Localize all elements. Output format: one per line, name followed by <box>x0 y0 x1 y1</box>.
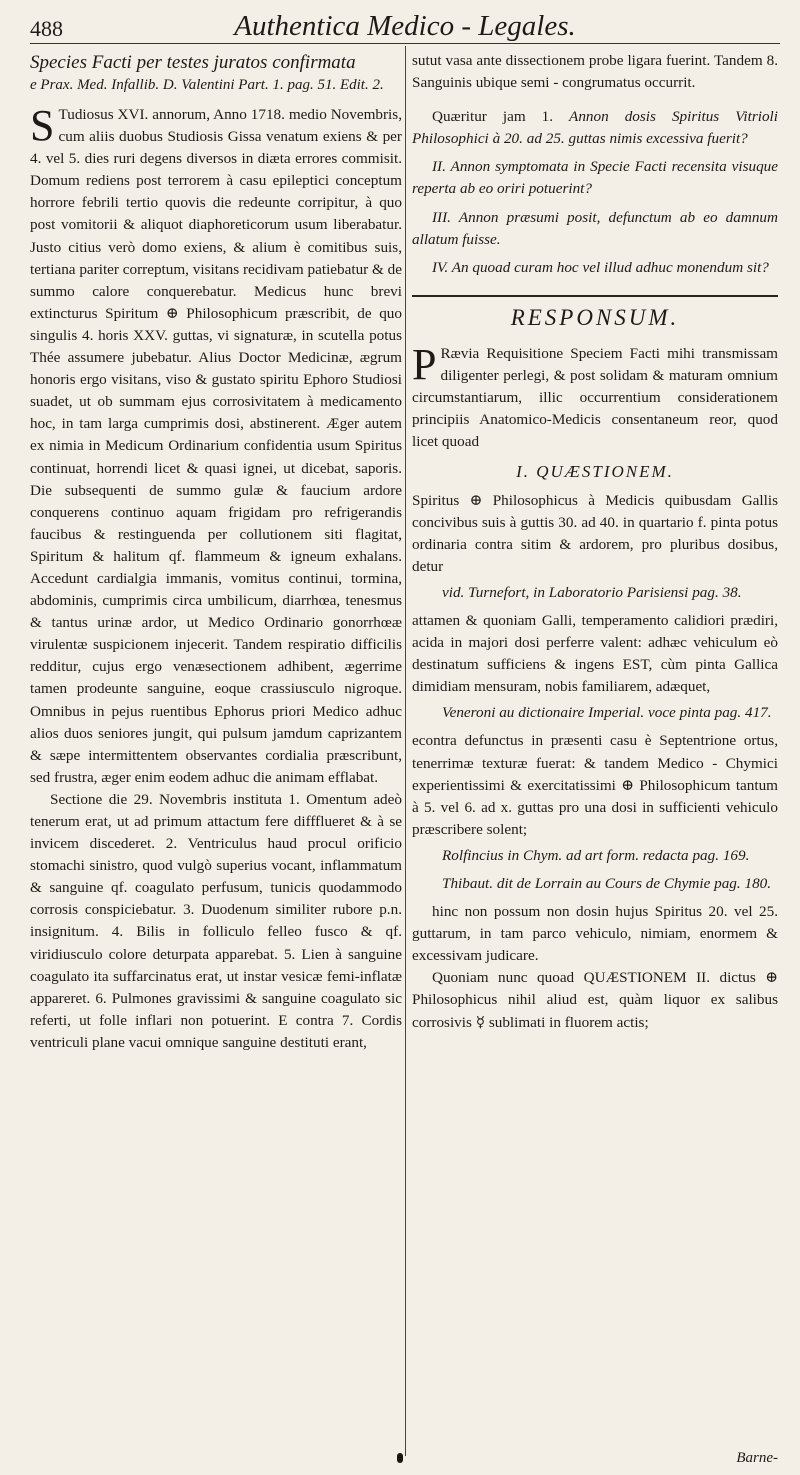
left-column <box>30 50 402 1054</box>
question-1: Annon dosis Spiritus Vitrioli Philosophici à 20. ad 25. guttas nimis excessiva fuerit? <box>412 108 778 148</box>
page-number: 488 <box>30 16 63 41</box>
question-4: IV. An quoad curam hoc vel illud adhuc monendum sit? <box>432 258 769 276</box>
right-column <box>412 50 778 1034</box>
reference-rolfincius: Rolfincius in Chym. ad art form. redacta pag. 169. <box>442 846 750 864</box>
question-2: II. Annon symptomata in Specie Facti recensita visuque reperta ab eo oriri potuerint? <box>412 158 778 198</box>
question-3: III. Annon præsumi posit, defunctum ab eo damnum allatum fuisse. <box>412 208 778 248</box>
dosage-paragraph: Spiritus ⊕ Philosophicus à Medicis quibusdam Gallis concivibus suis à guttis 30. ad 40. in quartario f. pinta potus ordinaria contra sitim & ardorem, pro pluribus dosibus, detur <box>412 491 778 575</box>
defunctus-paragraph: econtra defunctus in præsenti casu è Septentrione ortus, tenerrimæ texturæ fuerat: & tandem Medico - Chymici experientissimi & exercitatissimi ⊕ Philosophicum tantum à 5. vel 6. ad x. guttas pro una dosi in sufficienti vehiculo præscribere solent; <box>412 732 778 838</box>
responsum-heading: RESPONSUM. <box>510 304 680 330</box>
case-narrative <box>30 101 402 789</box>
quaestio-2-paragraph: Quoniam nunc quoad QUÆSTIONEM II. dictus ⊕ Philosophicus nihil aliud est, quàm liquor ex salibus corrosivis ☿ sublimati in fluorem actis; <box>412 969 778 1031</box>
species-facti-heading: Species Facti per testes juratos confirmata <box>30 52 356 73</box>
quaestio-1-heading: I. QUÆSTIONEM. <box>516 462 674 482</box>
judgement-paragraph: hinc non possum non dosin hujus Spiritus 20. vel 25. guttarum, in tam parco vehiculo, nimiam, enormem & excessivam judicare. <box>412 903 778 965</box>
reference-veneroni: Veneroni au dictionaire Imperial. voce pinta pag. 417. <box>442 704 772 722</box>
ink-smudge <box>397 1453 403 1463</box>
section-rule <box>412 295 778 297</box>
running-head <box>30 8 780 42</box>
reference-tournefort: vid. Turnefort, in Laboratorio Parisiensi pag. 38. <box>442 583 742 601</box>
case-narrative-text: Tudiosus XVI. annorum, Anno 1718. medio Novembris, cum aliis duobus Studiosis Gissa venatum exiens & per 4. vel 5. dies ruri degens diversos in diæta errores commisit. Domum rediens post terrorem à casu epileptici conceptum horrore febrili tertio quovis die redeunte corripitur, à quo post vomitorii & aliquot diaphoreticorum usum liberabatur. Justo citius verò domo exiens, & alium è comitibus suis, tertiana pariter correptum, visitans recidivam patiebatur & de summo calore conquerebatur. Medicus hunc brevi extincturus Spiritum ⊕ Philosophicum præscribit, de quo singulis 4. horis XXV. guttas, vi signaturæ, in scutella potus Thée assumere jubebatur. Alius Doctor Medicinæ, ægrum honoris ergo visitans, viso & gustato spiritu Ephoro Studiosi suadet, ut ob summam ejus corrosivitatem à medicamento hoc, in tam larga cumprimis dosi, abstinerent. Æger autem ex nimia in Medicum Ordinarium confidentia usum Spiritus continuat, horrendi licet & quasi ignei, ut dicebat, saporis. Die subsequenti de summo gulæ & faucium ardore conquerens continuo aquam frigidam pro refrigerandis faucibus & restinguenda per collutionem siti flagitat, Spiritum & halitum qf. flammeum & igneum exhalans. Accedunt cardialgia immanis, vomitus continui, tormina, abdominis, cumprimis circa umbilicum, diarrhœa, tenesmus & tantus urinæ ardor, ut Medico Ordinario gonorrhœæ virulentæ suspicionem injecerit. Tandem respiratio difficilis redditur, cujus ergo venæsectionem adhibent, ægerrime tamen prodeunte sanguine, eoque crassiusculo nigroque. Omnibus in pejus ruentibus Ephorus priori Medico adhuc alios duos seniores jungit, qui pulsum jamdum caprizantem & sæpe intermittentem observantes cordialia præscribunt, sed frustra, æger enim eodem adhuc die animam efflabat. <box>30 106 402 786</box>
reference-thibaut: Thibaut. dit de Lorrain au Cours de Chymie pag. 180. <box>442 875 772 892</box>
drop-cap-s: S <box>30 101 55 150</box>
species-facti-source: e Prax. Med. Infallib. D. Valentini Part. 1. pag. 51. Edit. 2. <box>30 77 384 93</box>
temperament-paragraph: attamen & quoniam Galli, temperamento calidiori prædiri, acida in majori dosi perferre valent: adhæc vehiculum eò destinatum sufficiens & ingens EST, cùm pinta Gallica dimidiam mensuram, nobis familiarem, adæquet, <box>412 611 778 696</box>
column-divider <box>405 46 406 1456</box>
catchword: Barne- <box>736 1450 778 1466</box>
question-intro <box>412 106 778 150</box>
responsum-intro-text: Rævia Requisitione Speciem Facti mihi transmissam diligenter perlegi, & post solidam & maturam omnium circumstantiarum, illic occurrentium considerationem principiis Anatomico-Medicis consentaneum reor, quod licet quoad <box>412 344 778 451</box>
responsum-intro <box>412 339 778 453</box>
running-title: Authentica Medico - Legales. <box>234 10 576 42</box>
header-rule <box>30 43 780 44</box>
question-intro-text: Quæritur jam 1. <box>432 108 554 126</box>
continuation-paragraph: sutut vasa ante dissectionem probe ligara fuerint. Tandem 8. Sanguinis ubique semi - congrumatus occurrit. <box>412 52 778 92</box>
drop-cap-p: P <box>412 339 437 389</box>
sectio-paragraph: Sectione die 29. Novembris instituta 1. Omentum adeò tenerum erat, ut ad primum attactum fere diffflueret & à se invicem discederet. 2. Ventriculus haud procul orificio stomachi sinistro, quod vulgò superius vocant, inflammatum & sanguine qf. coagulato perfusum, tunicis quodammodo corrosis conspiciebatur. 3. Duodenum similiter rubore p.n. insignitum. 4. Bilis in folliculo felleo fusco & qf. viridiusculo colore deturpata apparebat. 5. Lien à sanguine coagulato ita suffarcinatus erat, ut instar vesicæ femi-inflatæ appareret. 6. Pulmones gravissimi & sanguine coagulato sic referti, ut folle inflari non potuerint. E contra 7. Cordis ventriculi plane vacui omnique sanguine destituti erant, <box>30 790 402 1051</box>
